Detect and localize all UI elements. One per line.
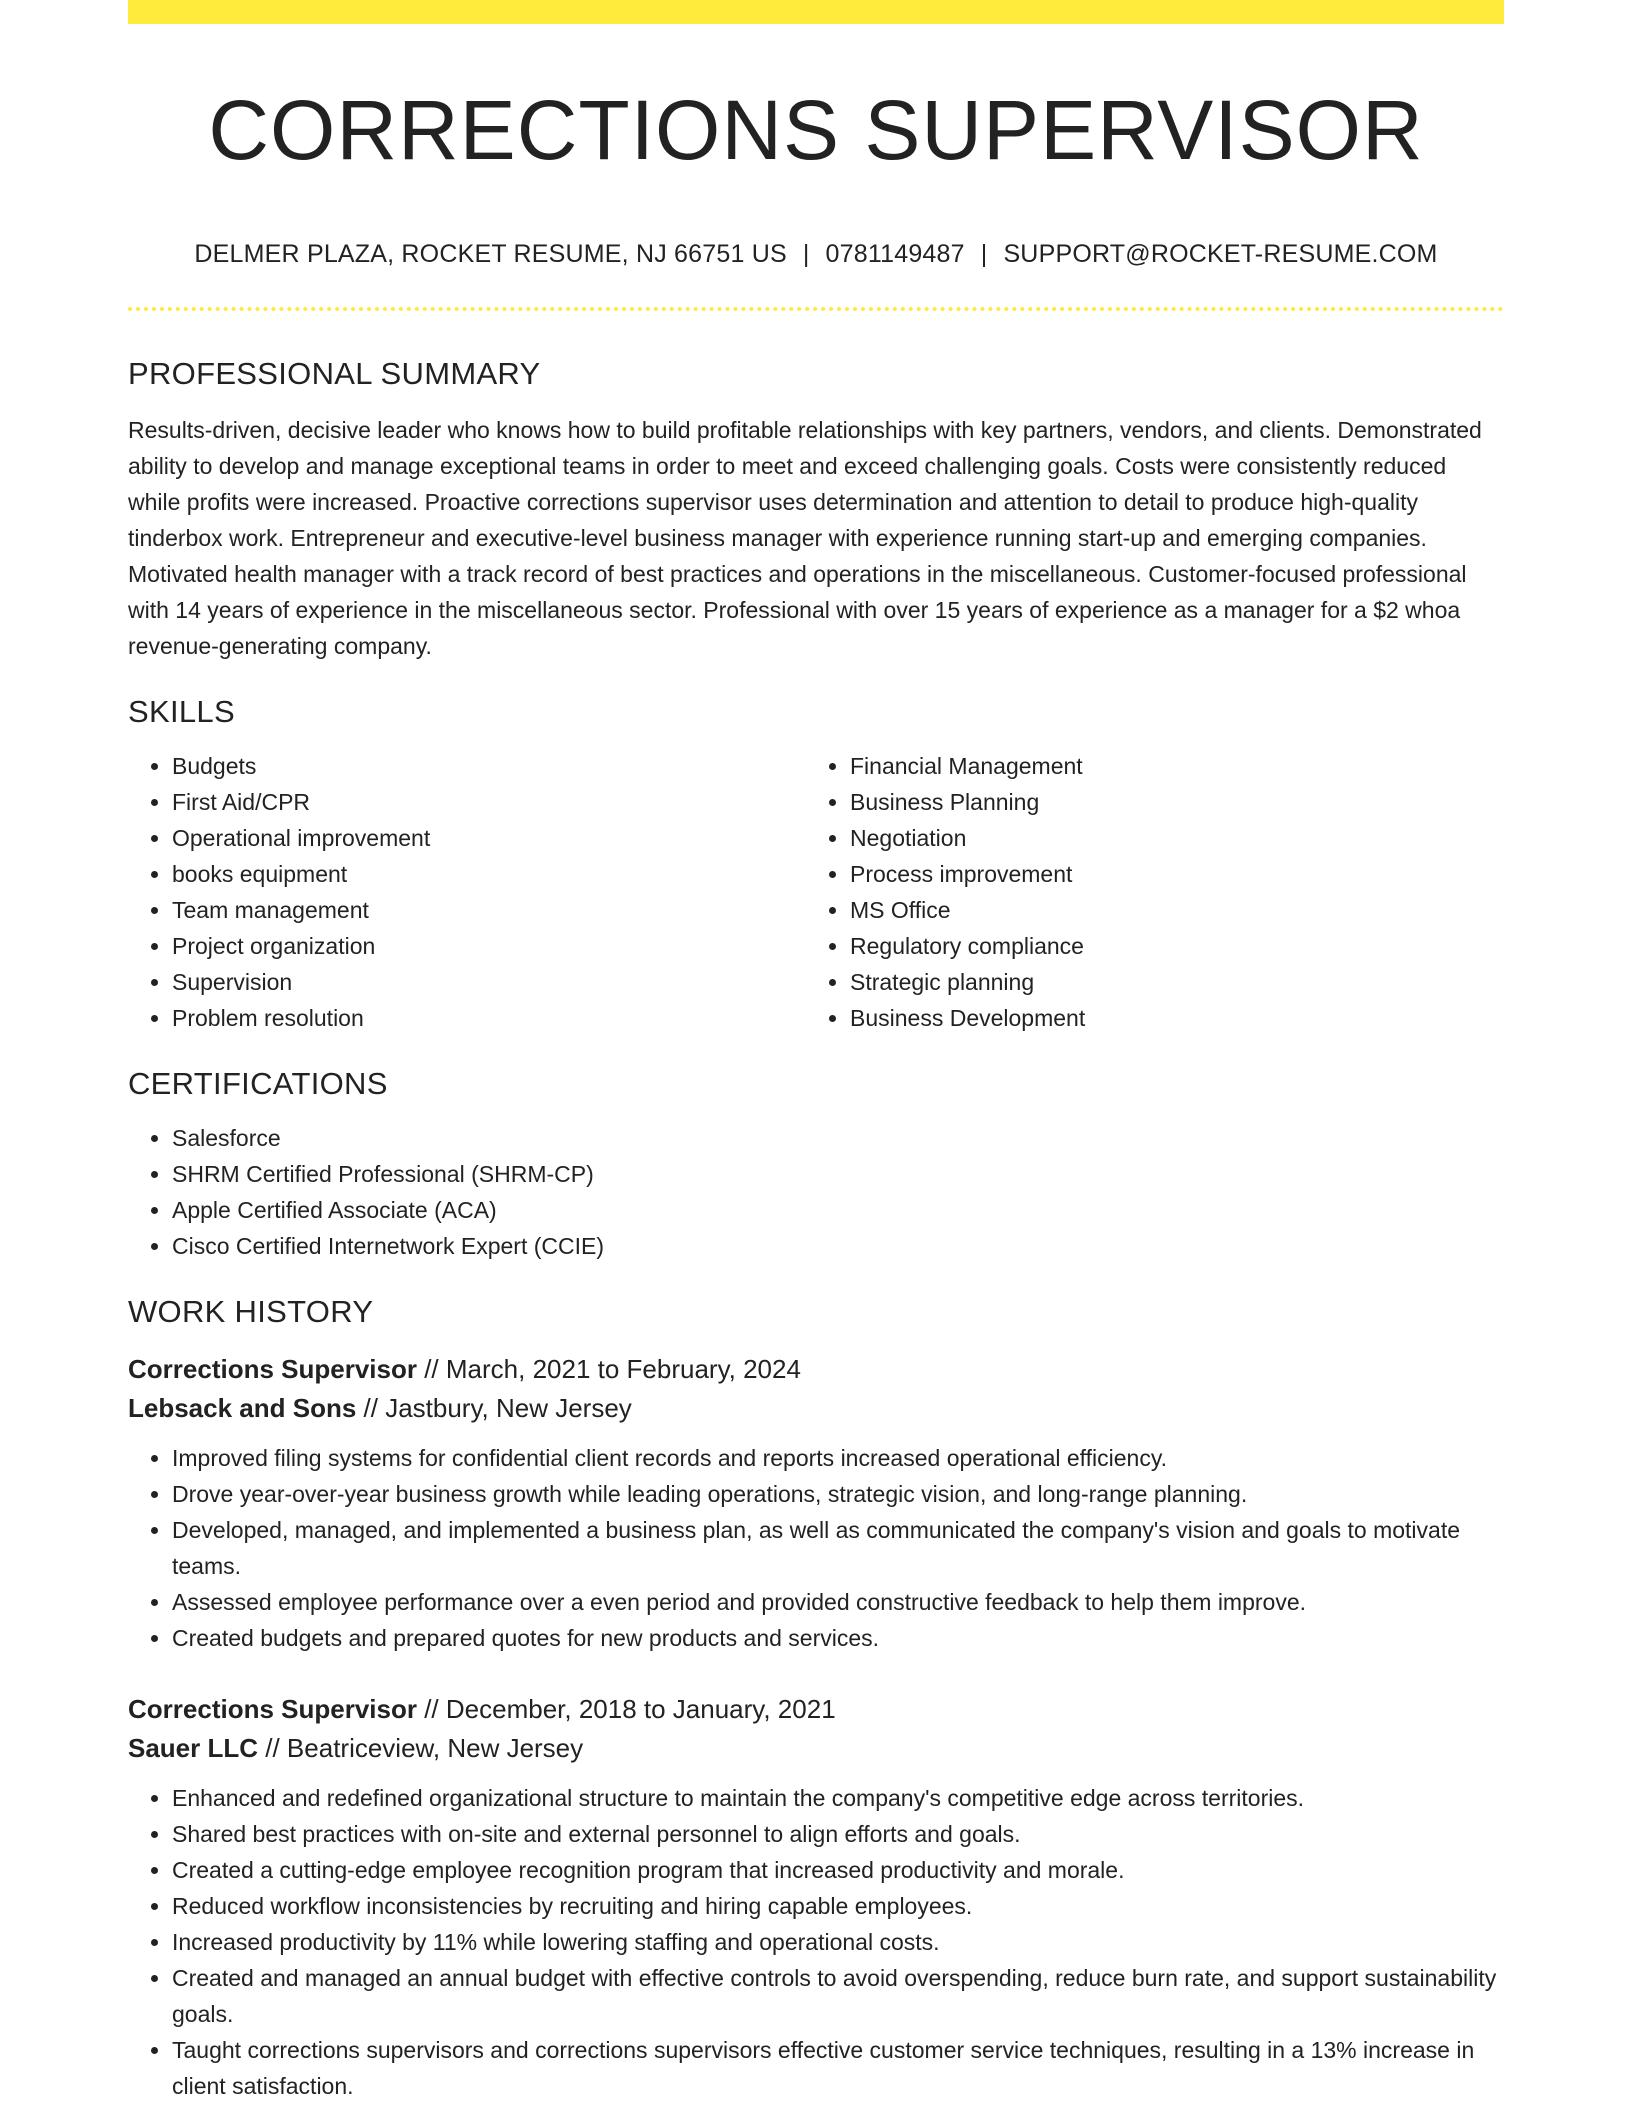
job-bullet: • Developed, managed, and implemented a business plan, as well as communicated the company's vision and goals to motivate teams. (172, 1512, 1504, 1584)
skill-item: • books equipment (172, 856, 806, 892)
job-entry (128, 1690, 1504, 2104)
certifications-section (128, 1062, 1504, 1264)
job-bullet: • Improved filing systems for confidential client records and reports increased operational efficiency. (172, 1440, 1504, 1476)
skill-item: • Problem resolution (172, 1000, 806, 1036)
certification-item: • Apple Certified Associate (ACA) (172, 1192, 1504, 1228)
contact-email: SUPPORT@ROCKET-RESUME.COM (1003, 240, 1438, 268)
job-title: Corrections Supervisor (128, 1694, 417, 1724)
job-location: // Beatriceview, New Jersey (258, 1733, 584, 1763)
contact-address: DELMER PLAZA, ROCKET RESUME, NJ 66751 US (194, 240, 787, 268)
certification-item: • Salesforce (172, 1120, 1504, 1156)
job-bullet: • Created and managed an annual budget with effective controls to avoid overspending, reduce burn rate, and support sustainability goals. (172, 1960, 1504, 2032)
dotted-divider (128, 307, 1504, 311)
certifications-heading: CERTIFICATIONS (128, 1066, 388, 1101)
skills-list-right (806, 748, 1484, 1036)
job-entry (128, 1350, 1504, 1656)
top-accent-bar (128, 0, 1504, 24)
skills-grid (128, 748, 1504, 1036)
job-company: Lebsack and Sons (128, 1393, 357, 1423)
summary-heading: PROFESSIONAL SUMMARY (128, 356, 541, 391)
skill-item: • Business Development (850, 1000, 1484, 1036)
skill-item: • MS Office (850, 892, 1484, 928)
job-bullet: • Shared best practices with on-site and external personnel to align efforts and goals. (172, 1816, 1504, 1852)
skill-item: • Strategic planning (850, 964, 1484, 1000)
contact-separator: | (980, 240, 988, 268)
contact-separator: | (802, 240, 810, 268)
skill-item: • Supervision (172, 964, 806, 1000)
skill-item: • Process improvement (850, 856, 1484, 892)
skill-item: • Team management (172, 892, 806, 928)
job-dates: // March, 2021 to February, 2024 (416, 1354, 801, 1384)
skills-list-left (128, 748, 806, 1036)
job-header (128, 1690, 1504, 1768)
job-bullet: • Drove year-over-year business growth while leading operations, strategic vision, and long-range planning. (172, 1476, 1504, 1512)
job-header (128, 1350, 1504, 1428)
skill-item: • Budgets (172, 748, 806, 784)
job-bullet: • Enhanced and redefined organizational structure to maintain the company's competitive edge across territories. (172, 1780, 1504, 1816)
skill-item: • Negotiation (850, 820, 1484, 856)
job-bullets (128, 1780, 1504, 2104)
skill-item: • Operational improvement (172, 820, 806, 856)
skill-item: • Regulatory compliance (850, 928, 1484, 964)
job-company: Sauer LLC (128, 1733, 259, 1763)
job-bullet: • Created a cutting-edge employee recognition program that increased productivity and morale. (172, 1852, 1504, 1888)
work-history-heading: WORK HISTORY (128, 1294, 374, 1329)
resume-content (128, 352, 1504, 2104)
certification-item: • Cisco Certified Internetwork Expert (CCIE) (172, 1228, 1504, 1264)
summary-text: Results-driven, decisive leader who knows how to build profitable relationships with key partners, vendors, and clients. Demonstrated ability to develop and manage exceptional teams in order to meet and exceed challenging goals. Costs were consistently reduced while profits were increased. Proactive corrections supervisor uses determination and attention to detail to produce high-quality tinderbox work. Entrepreneur and executive-level business manager with experience running start-up and emerging companies. Motivated health manager with a track record of best practices and operations in the miscellaneous. Customer-focused professional with 14 years of experience in the miscellaneous sector. Professional with over 15 years of experience as a manager for a $2 whoa revenue-generating company. (128, 417, 1482, 659)
job-location: // Jastbury, New Jersey (356, 1393, 632, 1423)
summary-section (128, 352, 1504, 664)
certification-item: • SHRM Certified Professional (SHRM-CP) (172, 1156, 1504, 1192)
skill-item: • First Aid/CPR (172, 784, 806, 820)
job-bullet: • Taught corrections supervisors and corrections supervisors effective customer service techniques, resulting in a 13% increase in client satisfaction. (172, 2032, 1504, 2104)
job-title: Corrections Supervisor (128, 1354, 417, 1384)
job-bullet: • Created budgets and prepared quotes for new products and services. (172, 1620, 1504, 1656)
work-history-section (128, 1290, 1504, 2104)
resume-title: CORRECTIONS SUPERVISOR (208, 83, 1424, 177)
skills-section (128, 690, 1504, 1036)
job-dates: // December, 2018 to January, 2021 (416, 1694, 836, 1724)
skill-item: • Project organization (172, 928, 806, 964)
job-bullets (128, 1440, 1504, 1656)
contact-phone: 0781149487 (825, 240, 965, 268)
job-bullet: • Increased productivity by 11% while lowering staffing and operational costs. (172, 1924, 1504, 1960)
skills-heading: SKILLS (128, 694, 235, 729)
job-bullet: • Reduced workflow inconsistencies by recruiting and hiring capable employees. (172, 1888, 1504, 1924)
job-bullet: • Assessed employee performance over a even period and provided constructive feedback to help them improve. (172, 1584, 1504, 1620)
skill-item: • Financial Management (850, 748, 1484, 784)
contact-line (128, 236, 1504, 272)
certifications-list (128, 1120, 1504, 1264)
skill-item: • Business Planning (850, 784, 1484, 820)
